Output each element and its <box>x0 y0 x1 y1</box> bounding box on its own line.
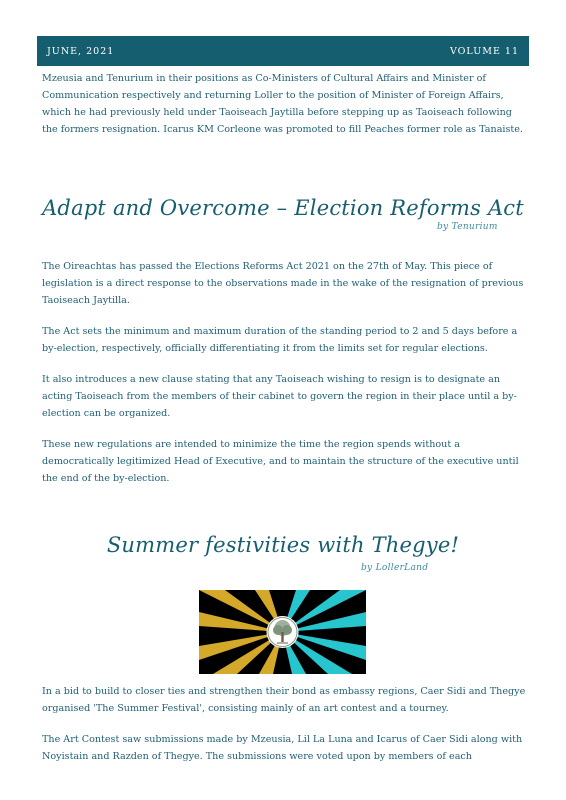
article-byline-lollerland: by LollerLand <box>361 563 429 573</box>
intro-paragraph: Mzeusia and Tenurium in their positions as Co-Ministers of Cultural Affairs and Minister of Communication respectively and returning Loller to the position of Minister of Foreign Affairs, which he had previously held under Taoiseach Jaytilla before stepping up as Taoiseach following the formers resignation. Icarus KM Corleone was promoted to fill Peaches former role as Tanaiste. <box>42 73 523 135</box>
article-byline-tenurium: by Tenurium <box>437 222 498 232</box>
issue-date: JUNE, 2021 <box>47 45 115 57</box>
issue-volume: VOLUME 11 <box>449 45 519 57</box>
flag-tree-emblem <box>267 616 299 648</box>
article1-paragraph-3: It also introduces a new clause stating that any Taoiseach wishing to resign is to designate an acting Taoiseach from the members of their cabinet to govern the region in their place until a by-election can be organized. <box>42 374 517 419</box>
article1-paragraph-1: The Oireachtas has passed the Elections Reforms Act 2021 on the 27th of May. This piece of legislation is a direct response to the observations made in the wake of the resignation of previous Taoiseach Jaytilla. <box>42 261 524 306</box>
article-title-summer-festivities: Summer festivities with Thegye! <box>106 533 460 557</box>
article1-paragraph-2: The Act sets the minimum and maximum duration of the standing period to 2 and 5 days before a by-election, respectively, officially differentiating it from the limits set for regular elections. <box>42 326 518 354</box>
thegye-flag-image <box>199 590 366 674</box>
article-title-election-reforms: Adapt and Overcome – Election Reforms Act <box>42 196 524 220</box>
article1-paragraph-4: These new regulations are intended to minimize the time the region spends without a democratically legitimized Head of Executive, and to maintain the structure of the executive until the end of the by-election. <box>42 439 519 484</box>
newsletter-header-bar <box>37 36 529 66</box>
article2-paragraph-1: In a bid to build to closer ties and strengthen their bond as embassy regions, Caer Sidi and Thegye organised 'The Summer Festival', consisting mainly of an art contest and a tourney. <box>42 686 526 714</box>
article2-paragraph-2: The Art Contest saw submissions made by Mzeusia, Lil La Luna and Icarus of Caer Sidi along with Noyistain and Razden of Thegye. The submissions were voted upon by members of each <box>42 734 523 762</box>
